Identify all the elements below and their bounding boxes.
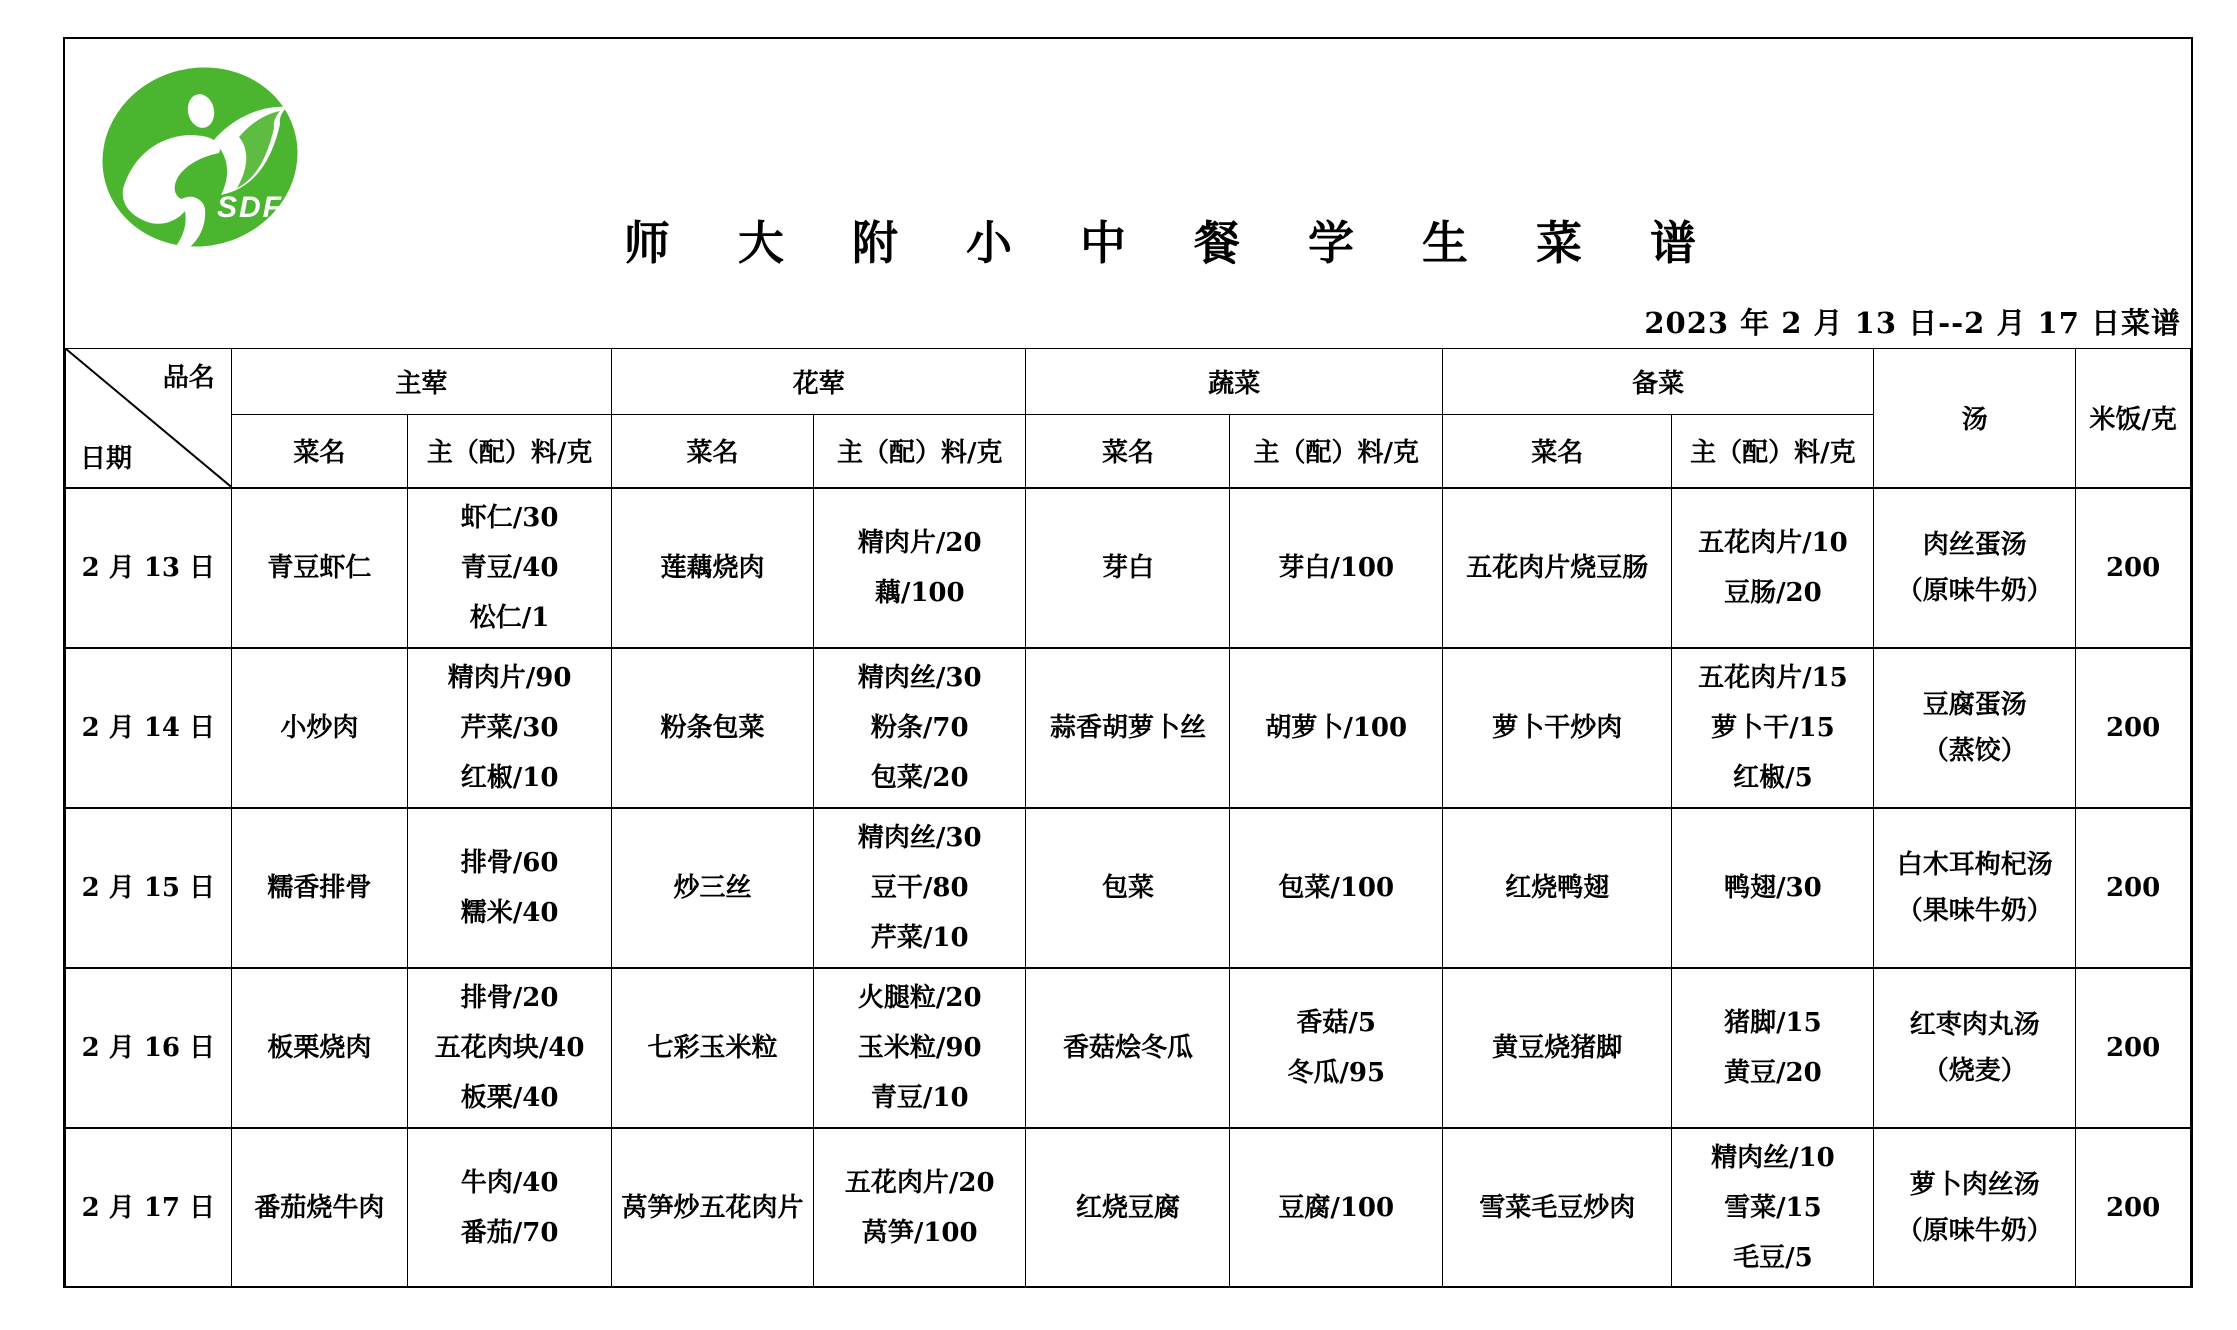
main-meat-dish-cell: 小炒肉 (231, 648, 407, 808)
rice-cell: 200 (2076, 808, 2191, 968)
corner-label-category: 品名 (162, 363, 215, 393)
soup-header: 汤 (1874, 349, 2076, 488)
half-meat-ingredients-cell: 精肉片/20 藕/100 (813, 488, 1026, 648)
half-meat-ingredients-cell: 火腿粒/20 玉米粒/90 青豆/10 (813, 968, 1026, 1128)
soup-cell: 红枣肉丸汤 （烧麦） (1874, 968, 2076, 1128)
half-meat-dish-cell: 粉条包菜 (612, 648, 814, 808)
rice-cell: 200 (2076, 488, 2191, 648)
sub-header-ingredients: 主（配）料/克 (408, 415, 612, 488)
vegetable-ingredients-cell: 香菇/5 冬瓜/95 (1230, 968, 1443, 1128)
side-dish-cell: 五花肉片烧豆肠 (1442, 488, 1672, 648)
soup-cell: 萝卜肉丝汤 （原味牛奶） (1874, 1128, 2076, 1288)
vegetable-ingredients-cell: 胡萝卜/100 (1230, 648, 1443, 808)
sub-header-dish: 菜名 (1442, 415, 1672, 488)
sub-header-ingredients: 主（配）料/克 (813, 415, 1026, 488)
rice-cell: 200 (2076, 968, 2191, 1128)
main-meat-ingredients-cell: 牛肉/40 番茄/70 (408, 1128, 612, 1288)
vegetable-dish-cell: 香菇烩冬瓜 (1026, 968, 1230, 1128)
menu-row (66, 808, 2191, 968)
vegetable-dish-cell: 蒜香胡萝卜丝 (1026, 648, 1230, 808)
main-meat-dish-cell: 板栗烧肉 (231, 968, 407, 1128)
corner-header-cell (66, 349, 232, 488)
date-range-label: 2023 年 2 月 13 日--2 月 17 日菜谱 (1644, 306, 2181, 340)
half-meat-dish-cell: 莲藕烧肉 (612, 488, 814, 648)
vegetable-ingredients-cell: 包菜/100 (1230, 808, 1443, 968)
soup-cell: 肉丝蛋汤 （原味牛奶） (1874, 488, 2076, 648)
sub-header-dish: 菜名 (1026, 415, 1230, 488)
sub-header-dish: 菜名 (612, 415, 814, 488)
half-meat-dish-cell: 七彩玉米粒 (612, 968, 814, 1128)
soup-cell: 白木耳枸杞汤 （果味牛奶） (1874, 808, 2076, 968)
date-cell: 2 月 17 日 (66, 1128, 232, 1288)
half-meat-ingredients-cell: 精肉丝/30 豆干/80 芹菜/10 (813, 808, 1026, 968)
menu-sheet (63, 37, 2193, 1288)
main-meat-ingredients-cell: 虾仁/30 青豆/40 松仁/1 (408, 488, 612, 648)
menu-row (66, 488, 2191, 648)
main-meat-dish-cell: 番茄烧牛肉 (231, 1128, 407, 1288)
date-cell: 2 月 15 日 (66, 808, 232, 968)
half-meat-dish-cell: 炒三丝 (612, 808, 814, 968)
main-meat-ingredients-cell: 排骨/20 五花肉块/40 板栗/40 (408, 968, 612, 1128)
side-ingredients-cell: 鸭翅/30 (1672, 808, 1874, 968)
rice-header: 米饭/克 (2076, 349, 2191, 488)
half-meat-ingredients-cell: 五花肉片/20 莴笋/100 (813, 1128, 1026, 1288)
main-meat-dish-cell: 青豆虾仁 (231, 488, 407, 648)
main-meat-ingredients-cell: 排骨/60 糯米/40 (408, 808, 612, 968)
half-meat-dish-cell: 莴笋炒五花肉片 (612, 1128, 814, 1288)
vegetable-ingredients-cell: 芽白/100 (1230, 488, 1443, 648)
date-cell: 2 月 14 日 (66, 648, 232, 808)
side-dish-cell: 萝卜干炒肉 (1442, 648, 1672, 808)
corner-label-date: 日期 (80, 443, 133, 474)
side-ingredients-cell: 五花肉片/15 萝卜干/15 红椒/5 (1672, 648, 1874, 808)
group-header-side-dish: 备菜 (1442, 349, 1873, 415)
menu-row (66, 1128, 2191, 1288)
side-dish-cell: 红烧鸭翅 (1442, 808, 1672, 968)
rice-cell: 200 (2076, 1128, 2191, 1288)
logo-text: SDFX (217, 191, 305, 224)
main-meat-dish-cell: 糯香排骨 (231, 808, 407, 968)
group-header-half-meat: 花荤 (612, 349, 1026, 415)
soup-cell: 豆腐蛋汤 （蒸饺） (1874, 648, 2076, 808)
sub-header-ingredients: 主（配）料/克 (1230, 415, 1443, 488)
side-ingredients-cell: 五花肉片/10 豆肠/20 (1672, 488, 1874, 648)
side-dish-cell: 雪菜毛豆炒肉 (1442, 1128, 1672, 1288)
side-ingredients-cell: 精肉丝/10 雪菜/15 毛豆/5 (1672, 1128, 1874, 1288)
vegetable-dish-cell: 芽白 (1026, 488, 1230, 648)
date-cell: 2 月 13 日 (66, 488, 232, 648)
page-title: 师 大 附 小 中 餐 学 生 菜 谱 (623, 216, 1723, 270)
menu-table (65, 348, 2191, 1288)
rice-cell: 200 (2076, 648, 2191, 808)
menu-row (66, 648, 2191, 808)
vegetable-dish-cell: 包菜 (1026, 808, 1230, 968)
menu-table-body (66, 488, 2191, 1288)
side-ingredients-cell: 猪脚/15 黄豆/20 (1672, 968, 1874, 1128)
menu-row (66, 968, 2191, 1128)
sub-header-dish: 菜名 (231, 415, 407, 488)
sub-header-ingredients: 主（配）料/克 (1672, 415, 1874, 488)
date-cell: 2 月 16 日 (66, 968, 232, 1128)
half-meat-ingredients-cell: 精肉丝/30 粉条/70 包菜/20 (813, 648, 1026, 808)
vegetable-ingredients-cell: 豆腐/100 (1230, 1128, 1443, 1288)
group-header-main-meat: 主荤 (231, 349, 611, 415)
side-dish-cell: 黄豆烧猪脚 (1442, 968, 1672, 1128)
main-meat-ingredients-cell: 精肉片/90 芹菜/30 红椒/10 (408, 648, 612, 808)
group-header-vegetable: 蔬菜 (1026, 349, 1443, 415)
vegetable-dish-cell: 红烧豆腐 (1026, 1128, 1230, 1288)
